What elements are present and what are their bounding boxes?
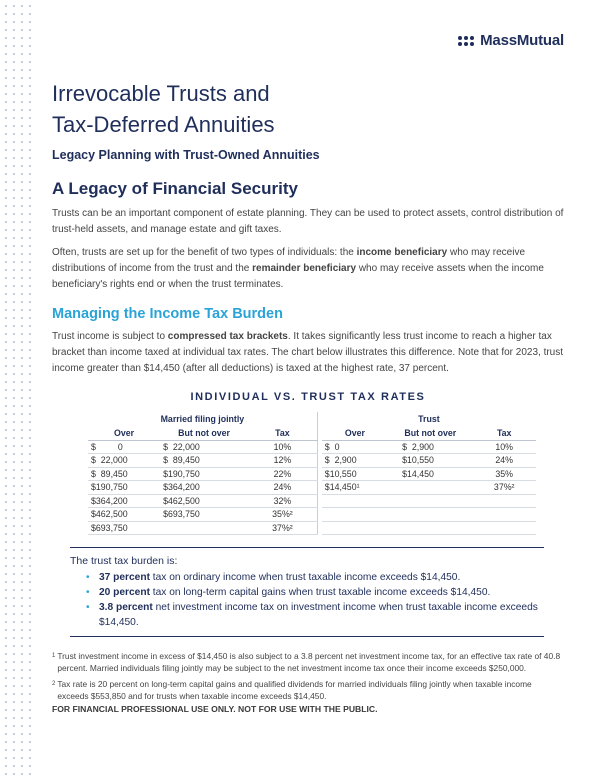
trust-tax-table	[322, 412, 536, 535]
table-cell: 37%²	[248, 521, 317, 535]
table-cell: $ 22,000	[88, 454, 160, 468]
table-row	[88, 454, 317, 468]
table-cell	[388, 508, 472, 522]
table-cell: $190,750	[88, 481, 160, 495]
list-item-text: tax on long-term capital gains when trust taxable income exceeds $14,450.	[149, 587, 491, 598]
table-cell: $364,200	[160, 481, 248, 495]
table-cell	[322, 521, 388, 535]
table-cell: $ 2,900	[388, 440, 472, 454]
table-cell: 35%	[472, 467, 536, 481]
paragraph-compressed-brackets	[52, 329, 564, 377]
table-row	[88, 508, 317, 522]
table-cell	[388, 494, 472, 508]
massmutual-logo	[458, 32, 564, 49]
professional-use-notice: FOR FINANCIAL PROFESSIONAL USE ONLY. NOT FOR USE WITH THE PUBLIC.	[52, 704, 378, 714]
section-heading-income-tax: Managing the Income Tax Burden	[52, 306, 283, 322]
term-income-beneficiary: income beneficiary	[356, 247, 448, 258]
table-cell: 24%	[472, 454, 536, 468]
individual-group-header: Married filing jointly	[160, 414, 245, 424]
table-cell: $ 0	[88, 440, 160, 454]
trust-group-header: Trust	[418, 414, 440, 424]
column-header: But not over	[388, 426, 472, 440]
table-row	[322, 454, 536, 468]
table-row	[322, 508, 536, 522]
text-fragment: who may receive distributions of income from the trust and the	[52, 247, 526, 274]
title-line-1: Irrevocable Trusts and	[52, 81, 270, 106]
column-header: But not over	[160, 426, 248, 440]
burden-heading: The trust tax burden is:	[70, 555, 178, 567]
trust-tax-burden-box	[70, 547, 544, 637]
page-subtitle: Legacy Planning with Trust-Owned Annuities	[52, 148, 320, 162]
term-compressed-brackets: compressed tax brackets	[167, 331, 288, 342]
footnote-2	[52, 678, 564, 702]
footnote-1	[52, 650, 564, 674]
table-cell: $14,450¹	[322, 481, 388, 495]
table-cell: $ 22,000	[160, 440, 248, 454]
text-fragment: . It takes significantly less trust income to reach a higher tax bracket than income taxed at individual tax rates. The chart below illustrates this difference. Note that for 2023, trust income greater than $14,450 (after all deductions) is taxed at the highest rate, 37 percent.	[52, 331, 564, 374]
table-cell: 37%²	[472, 481, 536, 495]
table-row	[88, 481, 317, 495]
table-cell	[388, 521, 472, 535]
table-row	[322, 521, 536, 535]
table-cell: $364,200	[88, 494, 160, 508]
logo-dots-icon	[458, 36, 476, 46]
list-item-text: tax on ordinary income when trust taxable income exceeds $14,450.	[149, 572, 461, 583]
table-cell: $462,500	[160, 494, 248, 508]
table-cell: $ 89,450	[160, 454, 248, 468]
list-item-emphasis: 37 percent	[99, 572, 150, 583]
individual-tax-table	[88, 412, 318, 535]
burden-list	[92, 570, 544, 630]
list-item	[92, 600, 544, 630]
table-cell: $10,550	[388, 454, 472, 468]
column-header: Over	[322, 426, 388, 440]
footnote-marker: 1	[52, 653, 56, 659]
table-cell	[322, 508, 388, 522]
list-item-emphasis: 20 percent	[99, 587, 150, 598]
table-cell	[388, 481, 472, 495]
table-row	[88, 440, 317, 454]
page-title	[52, 78, 564, 140]
table-cell: $ 2,900	[322, 454, 388, 468]
table-cell: $ 89,450	[88, 467, 160, 481]
table-cell: 10%	[472, 440, 536, 454]
term-remainder-beneficiary: remainder beneficiary	[252, 263, 357, 274]
section-heading-legacy: A Legacy of Financial Security	[52, 179, 298, 198]
decorative-dot-border	[0, 0, 32, 776]
table-cell: $ 0	[322, 440, 388, 454]
footnote-text: Trust investment income in excess of $14,450 is also subject to a 3.8 percent net investment income tax, for an effective tax rate of 40.8 percent. Married individuals filing jointly may be subject to the net investment income tax once their income exceeds $250,000.	[57, 651, 561, 673]
table-cell: $693,750	[88, 521, 160, 535]
footnote-marker: 2	[52, 681, 56, 687]
footnote-text: Tax rate is 20 percent on long-term capital gains and qualified dividends for married individuals filing jointly when taxable income exceeds $553,850 and for trusts when taxable income exceeds $14,450.	[57, 679, 532, 701]
tax-rate-tables	[88, 412, 536, 535]
text-fragment: Often, trusts are set up for the benefit of two types of individuals: the	[52, 247, 357, 258]
table-cell	[472, 508, 536, 522]
table-cell	[160, 521, 248, 535]
table-cell: 22%	[248, 467, 317, 481]
list-item-emphasis: 3.8 percent	[99, 602, 153, 613]
table-cell: $190,750	[160, 467, 248, 481]
list-item	[92, 570, 544, 585]
title-line-2: Tax-Deferred Annuities	[52, 112, 275, 137]
table-row	[322, 481, 536, 495]
table-cell	[472, 521, 536, 535]
table-cell: 10%	[248, 440, 317, 454]
table-row	[322, 440, 536, 454]
table-cell: $14,450	[388, 467, 472, 481]
column-header: Tax	[472, 426, 536, 440]
table-row	[88, 521, 317, 535]
paragraph-trusts-intro: Trusts can be an important component of estate planning. They can be used to protect assets, control distribution of trust-held assets, and manage estate and gift taxes.	[52, 208, 564, 235]
table-cell: 32%	[248, 494, 317, 508]
tax-rates-chart-title: INDIVIDUAL VS. TRUST TAX RATES	[190, 391, 426, 403]
table-cell	[472, 494, 536, 508]
table-cell: $693,750	[160, 508, 248, 522]
table-row	[88, 494, 317, 508]
table-cell: 12%	[248, 454, 317, 468]
logo-text: MassMutual	[480, 32, 564, 49]
table-cell: $10,550	[322, 467, 388, 481]
table-row	[322, 467, 536, 481]
list-item-text: net investment income tax on investment income when trust taxable income exceeds $14,450.	[99, 602, 538, 628]
paragraph-beneficiaries	[52, 245, 564, 293]
column-header: Over	[88, 426, 160, 440]
list-item	[92, 585, 544, 600]
text-fragment: who may receive assets when the income beneficiary's rights end or when the trust terminates.	[52, 263, 544, 290]
table-cell: 35%²	[248, 508, 317, 522]
table-row	[88, 467, 317, 481]
text-fragment: Trust income is subject to	[52, 331, 168, 342]
column-header: Tax	[248, 426, 317, 440]
table-cell	[322, 494, 388, 508]
table-row	[322, 494, 536, 508]
table-cell: $462,500	[88, 508, 160, 522]
document-body	[52, 78, 564, 714]
table-cell: 24%	[248, 481, 317, 495]
